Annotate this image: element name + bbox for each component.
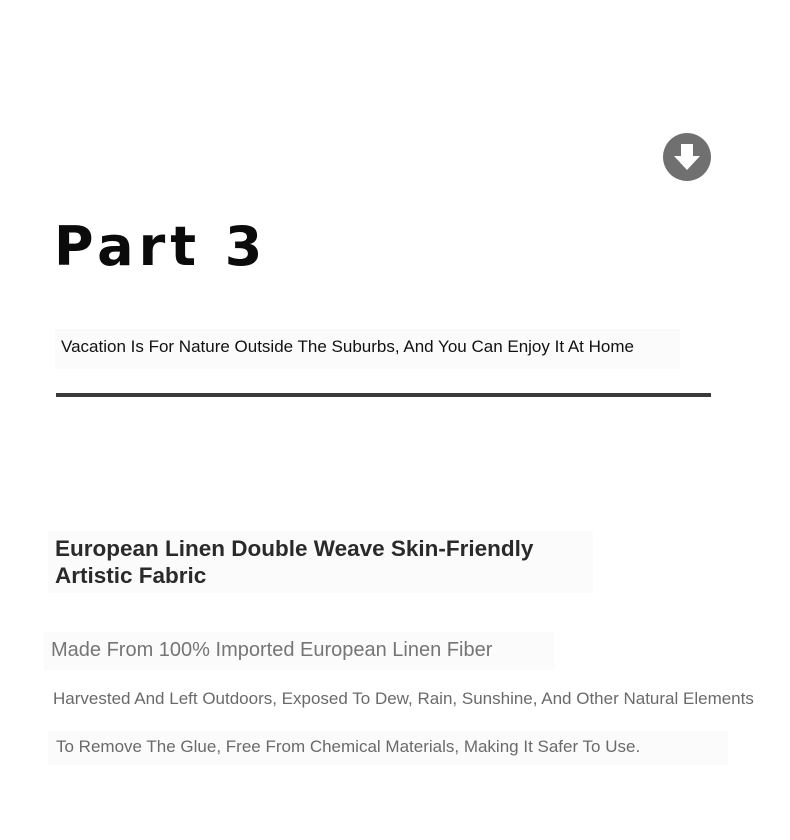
down-arrow-icon	[663, 133, 711, 181]
product-feature: Made From 100% Imported European Linen Fiber	[51, 639, 493, 661]
product-description-line-2: To Remove The Glue, Free From Chemical Materials, Making It Safer To Use.	[56, 737, 641, 756]
product-description-line-1: Harvested And Left Outdoors, Exposed To Dew, Rain, Sunshine, And Other Natural Elements	[53, 689, 754, 708]
section-title: Part 3	[54, 215, 268, 278]
product-heading: European Linen Double Weave Skin-Friendly Artistic Fabric	[55, 536, 534, 588]
section-divider	[56, 393, 711, 397]
section-subtitle: Vacation Is For Nature Outside The Suburbs, And You Can Enjoy It At Home	[61, 337, 634, 356]
download-icon[interactable]	[663, 133, 711, 181]
